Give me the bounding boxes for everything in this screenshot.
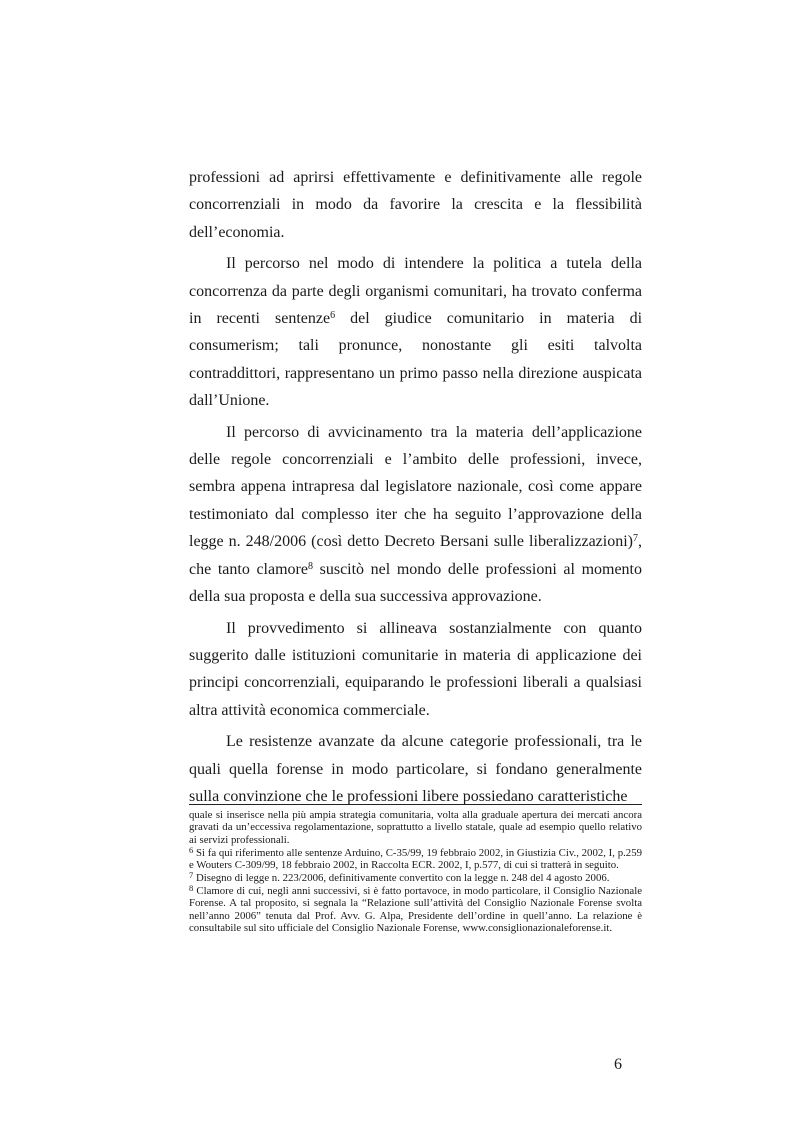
paragraph-3: Il percorso di avvicinamento tra la materia dell’applicazione delle regole concorrenziali e l’ambito delle professioni, invece, sembra appena intrapresa dal legislatore nazionale, così come appare testimoniato dal complesso iter che ha seguito l’approvazione della legge n. 248/2006 (così detto Decreto Bersani sulle liberalizzazioni)$^7$, che tanto clamore$^8$ suscitò nel mondo delle professioni al momento della sua proposta e della sua successiva approvazione.: [189, 423, 643, 606]
paragraph-2: Il percorso nel modo di intendere la politica a tutela della concorrenza da parte degli organismi comunitari, ha trovato conferma in recenti sentenze$^6$ del giudice comunitario in materia di consumerism; tali pronunce, nonostante gli esiti talvolta contraddittori, rappresentano un primo passo nella direzione auspicata dall’Unione.: [189, 255, 643, 410]
footnote-divider: [189, 804, 642, 805]
footnote-number: 6: [189, 844, 194, 855]
footnote-ref-7[interactable]: 7: [633, 533, 638, 545]
body-text: [189, 164, 642, 810]
footnote-ref-6[interactable]: 6: [330, 310, 336, 322]
footnote-number: 8: [189, 882, 194, 893]
footnote-number: 7: [189, 870, 194, 881]
paragraph-1: professioni ad aprirsi effettivamente e definitivamente alle regole concorrenziali in modo da favorire la crescita e la flessibilità dell’economia.: [189, 169, 642, 241]
footnote-continued: quale si inserisce nella più ampia strategia comunitaria, volta alla graduale apertura dei mercati ancora gravati da un’eccessiva regolamentazione, soprattutto a livello statale, quale ad esempio quello relativo ai servizi professionali.: [189, 809, 642, 846]
footnote-ref-8[interactable]: 8: [307, 560, 313, 572]
paragraph-5: Le resistenze avanzate da alcune categorie professionali, tra le quali quella forense in modo particolare, si fondano generalmente sulla convinzione che le professioni libere possiedano caratteristiche: [189, 733, 642, 805]
footnote-6: $^6$ Si fa qui riferimento alle sentenze Arduino, C-35/99, 19 febbraio 2002, in Giustizia Civ., 2002, I, p.259 e Wouters C-309/99, 18 febbraio 2002, in Raccolta ECR. 2002, I, p.577, di cui si tratterà in seguito.: [189, 844, 642, 872]
paragraph-4: Il provvedimento si allineava sostanzialmente con quanto suggerito dalle istituzioni comunitarie in materia di applicazione dei principi concorrenziali, equiparando le professioni liberali a qualsiasi altra attività economica commerciale.: [189, 619, 642, 719]
footnotes: [189, 809, 642, 935]
page-number: 6: [614, 1056, 622, 1073]
footnote-7: $^7$ Disegno di legge n. 223/2006, definitivamente convertito con la legge n. 248 del 4 agosto 2006.: [189, 870, 610, 885]
footnote-8: $^8$ Clamore di cui, negli anni successivi, si è fatto portavoce, in modo particolare, il Consiglio Nazionale Forense. A tal proposito, si segnala la “Relazione sull’attività del Consiglio Nazionale Forense svolta nell’anno 2006” tenuta dal Prof. Avv. G. Alpa, Presidente dell’ordine in quell’anno. La relazione è consultabile sul sito ufficiale del Consiglio Nazionale Forense, www.consiglionazionaleforense.it.: [189, 882, 642, 935]
